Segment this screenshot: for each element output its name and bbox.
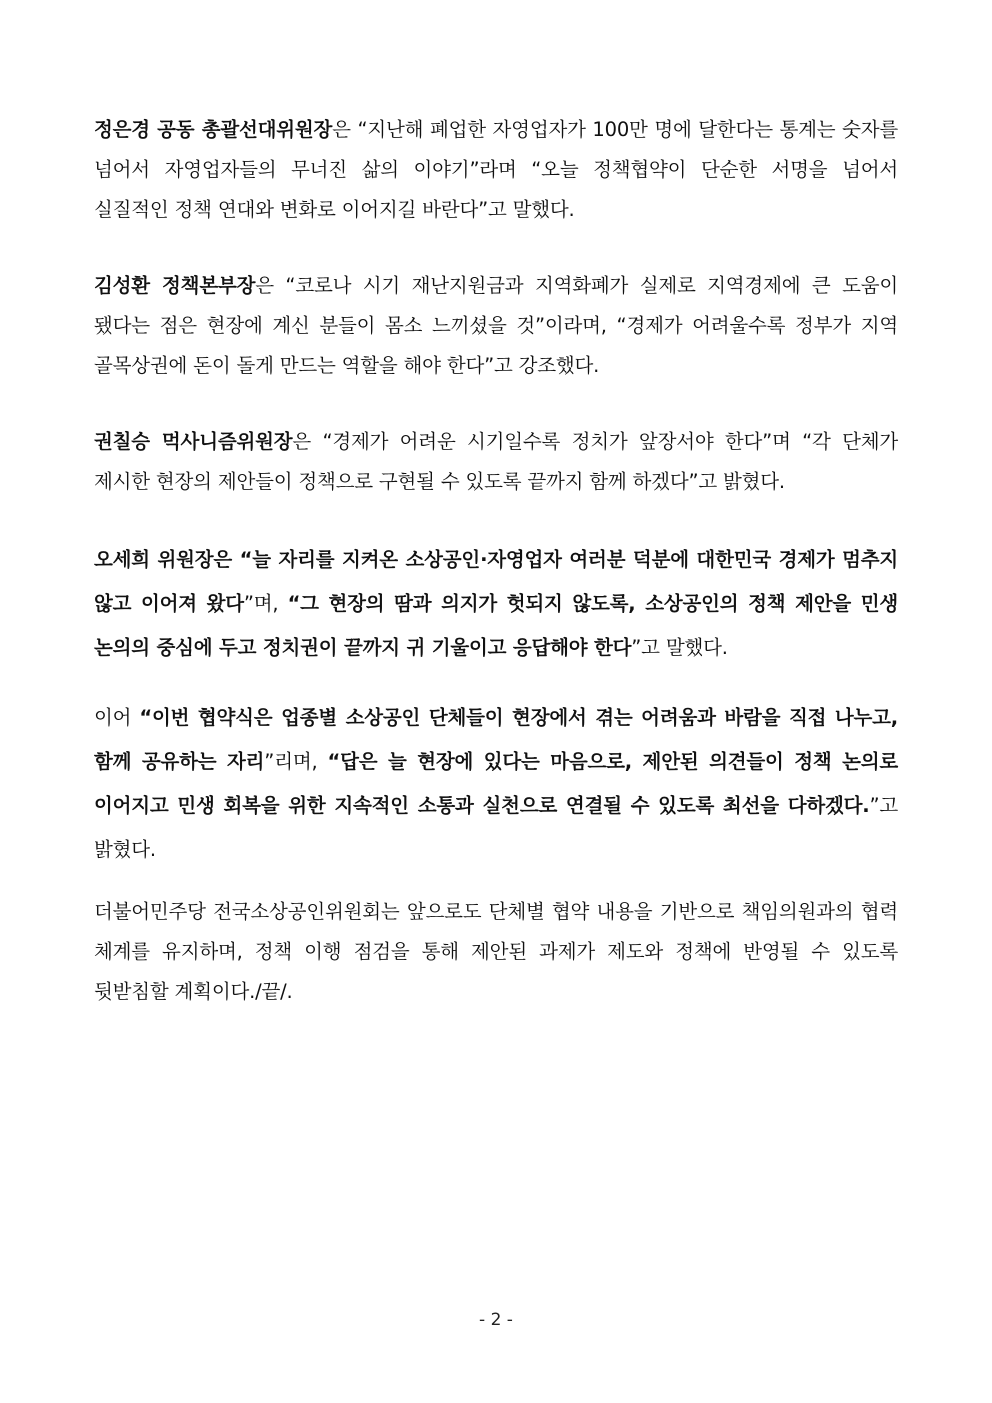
paragraph-text: ”고 밝혔다. <box>94 794 898 861</box>
paragraph-jung-eun-kyung <box>94 110 898 230</box>
bold-quote: 오세희 위원장은 “늘 자리를 지켜온 소상공인·자영업자 여러분 덕분에 대한민국 경제가 멈추지 않고 이어져 왔다 <box>94 548 898 615</box>
paragraph-continuation <box>94 696 898 872</box>
paragraph-text: 은 “지난해 폐업한 자영업자가 100만 명에 달한다는 통계는 숫자를 넘어서 자영업자들의 무너진 삶의 이야기”라며 “오늘 정책협약이 단순한 서명을 넘어서 실질적인 정책 연대와 변화로 이어지길 바란다”고 말했다. <box>94 118 898 221</box>
speaker-name: 권칠승 먹사니즘위원장 <box>94 430 293 453</box>
bold-quote: “답은 늘 현장에 있다는 마음으로, 제안된 의견들이 정책 논의로 이어지고 민생 회복을 위한 지속적인 소통과 실천으로 연결될 수 있도록 최선을 다하겠다. <box>94 750 898 817</box>
paragraph-oh-se-hee <box>94 538 898 670</box>
paragraph-text: 은 “코로나 시기 재난지원금과 지역화폐가 실제로 지역경제에 큰 도움이 됐다는 점은 현장에 계신 분들이 몸소 느끼셨을 것”이라며, “경제가 어려울수록 정부가 지역 골목상권에 돈이 돌게 만드는 역할을 해야 한다”고 강조했다. <box>94 274 898 377</box>
paragraph-kwon-chil-seung <box>94 422 898 502</box>
bold-quote: “이번 협약식은 업종별 소상공인 단체들이 현장에서 겪는 어려움과 바람을 직접 나누고, 함께 공유하는 자리 <box>94 706 898 773</box>
speaker-name: 김성환 정책본부장 <box>94 274 256 297</box>
bold-quote: “그 현장의 땀과 의지가 헛되지 않도록, 소상공인의 정책 제안을 민생 논의의 중심에 두고 정치권이 끝까지 귀 기울이고 응답해야 한다 <box>94 592 898 659</box>
paragraph-text: ”고 말했다. <box>631 636 728 659</box>
paragraph-text: 은 “경제가 어려운 시기일수록 정치가 앞장서야 한다”며 “각 단체가 제시한 현장의 제안들이 정책으로 구현될 수 있도록 끝까지 함께 하겠다”고 밝혔다. <box>94 430 898 493</box>
paragraph-closing <box>94 892 898 1012</box>
paragraph-text: ”며, <box>243 592 288 615</box>
speaker-name: 정은경 공동 총괄선대위원장 <box>94 118 333 141</box>
paragraph-text: 이어 <box>94 706 140 729</box>
paragraph-text: 더불어민주당 전국소상공인위원회는 앞으로도 단체별 협약 내용을 기반으로 책임의원과의 협력 체계를 유지하며, 정책 이행 점검을 통해 제안된 과제가 제도와 정책에 반영될 수 있도록 뒷받침할 계획이다./끝/. <box>94 900 898 1003</box>
paragraph-text: ”리며, <box>264 750 328 773</box>
page-number: - 2 - <box>479 1310 513 1330</box>
paragraph-kim-sung-hwan <box>94 266 898 386</box>
